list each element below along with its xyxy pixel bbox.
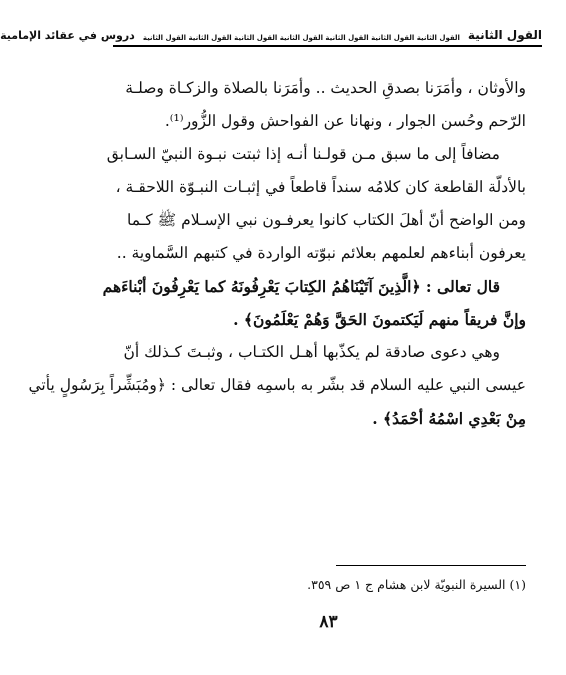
text-line: بالأدلّة القاطعة كان كلامُه سنداً قاطعاً في إثبـات النبـوّة اللاحقـة ، bbox=[115, 178, 526, 196]
page-header bbox=[0, 22, 542, 47]
text-line: والأوثان ، وأمَرَنا بصدقِ الحديث .. وأمَرَنا بالصلاة والزكـاة وصلـة bbox=[125, 79, 526, 97]
text-line: الرّحم وحُسن الجوار ، ونهانا عن الفواحش وقول الزُّور⁽¹⁾. bbox=[164, 112, 526, 130]
header-running-text: القول الثانية القول الثانية القول الثانية القول الثانية القول الثانية القول الثانية القول الثانية bbox=[142, 34, 460, 42]
quran-verse-line: قال تعالى : ﴿الَّذِينَ آتَيْنَاهُمُ الكِتابَ يَعْرِفُونَهُ كما يَعْرِفُونَ أبْناءَهم bbox=[102, 277, 500, 296]
text-line: مضافاً إلى ما سبق مـن قولـنا أنـه إذا ثبتت نبـوة النبيّ السـابق bbox=[106, 145, 500, 163]
quran-verse-line: مِنْ بَعْدِي اسْمُهُ أحْمَدُ﴾ . bbox=[372, 409, 526, 428]
body-text bbox=[28, 72, 526, 435]
quran-verse-line: وإنَّ فريقاً منهم لَيَكتمونَ الحَقَّ وَهُمْ يَعْلَمُونَ﴾ . bbox=[233, 310, 526, 329]
footnote: (١) السيرة النبويّة لابن هشام ج ١ ص ٣٥٩. bbox=[307, 577, 526, 592]
page-number: ٨٣ bbox=[319, 612, 338, 632]
text-line: وهي دعوى صادقة لم يكذّبها أهـل الكتـاب ، وثبـتَ كـذلك أنّ bbox=[123, 343, 500, 361]
header-chapter-title: القول الثانية bbox=[467, 28, 542, 42]
text-line: يعرفون أبناءهم لعلمهم بعلائم نبوّته الواردة في كتبهم السَّماوية .. bbox=[116, 244, 526, 262]
text-line: ومن الواضح أنّ أهلَ الكتاب كانوا يعرفـون نبي الإسـلام ﷺ كـما bbox=[126, 211, 526, 229]
header-book-title: دروس في عقائد الإمامية bbox=[0, 29, 135, 42]
footnote-divider bbox=[336, 565, 526, 566]
text-line: عيسى النبي عليه السلام قد بشّر به باسمِه فقال تعالى : ﴿ومُبَشِّراً بِرَسُولٍ يأتي bbox=[28, 376, 526, 394]
